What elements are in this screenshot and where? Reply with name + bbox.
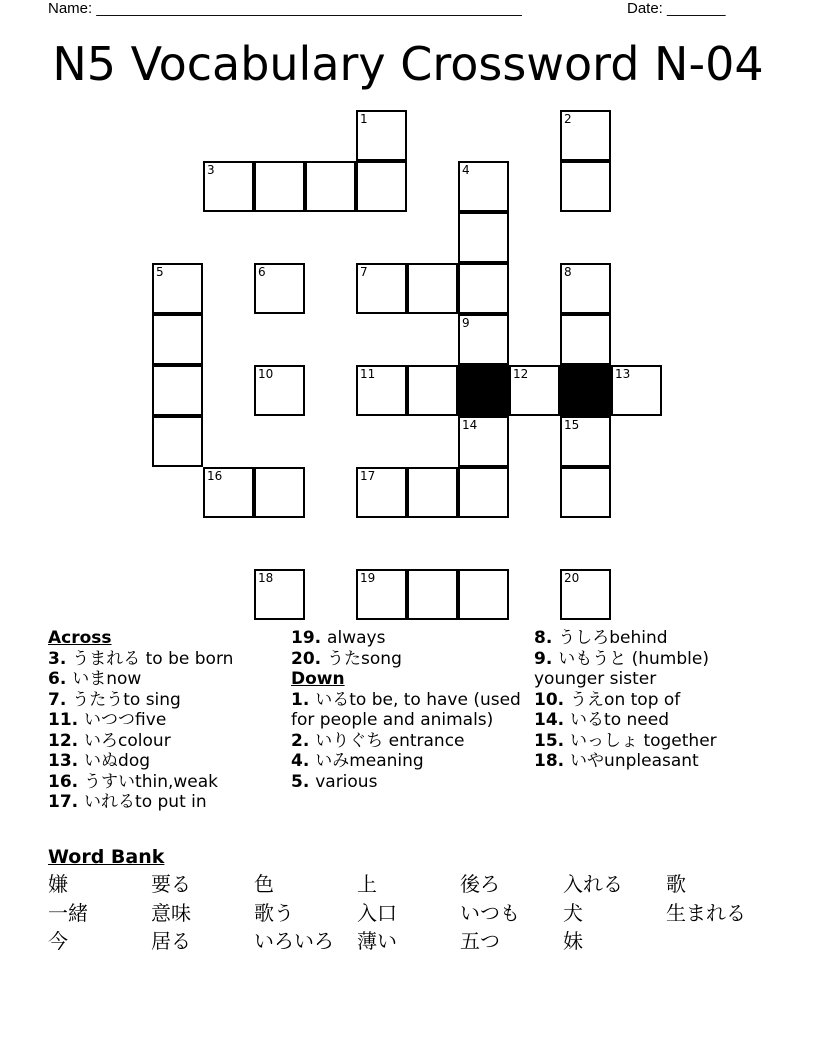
cell-number: 20 (564, 571, 580, 585)
grid-cell[interactable] (560, 569, 611, 620)
date-field-label: Date: _______ (627, 0, 726, 17)
grid-cell[interactable] (407, 467, 458, 518)
clue-text: うえon top of (570, 689, 681, 710)
grid-cell[interactable] (560, 314, 611, 365)
word-bank-item: 居る (151, 929, 191, 953)
across-heading: Across (48, 628, 112, 648)
clue-item (48, 669, 283, 690)
grid-cell[interactable] (356, 263, 407, 314)
cell-number: 9 (462, 316, 470, 330)
clue-item (291, 628, 526, 649)
clue-number: 11. (48, 710, 85, 730)
clue-number: 19. (291, 628, 328, 648)
cell-number: 8 (564, 265, 572, 279)
grid-cell[interactable] (254, 467, 305, 518)
clue-text: いれるto put in (84, 792, 207, 812)
clue-number: 12. (48, 730, 85, 751)
word-bank-item: 歌 (666, 872, 686, 896)
clue-number: 10. (534, 689, 571, 710)
grid-cell[interactable] (356, 365, 407, 416)
clue-item (291, 772, 526, 793)
grid-cell[interactable] (254, 161, 305, 212)
clue-text: various (315, 771, 378, 792)
grid-cell[interactable] (152, 263, 203, 314)
grid-cell[interactable] (611, 365, 662, 416)
clue-item (48, 731, 283, 752)
grid-cell[interactable] (458, 263, 509, 314)
clue-number: 4. (291, 751, 316, 771)
clue-item (534, 751, 774, 772)
clue-list-down-1 (291, 690, 526, 793)
word-bank-item: 色 (254, 872, 274, 896)
cell-number: 5 (156, 265, 164, 279)
clue-text: いやunpleasant (570, 751, 699, 771)
grid-cell[interactable] (356, 467, 407, 518)
grid-cell[interactable] (407, 263, 458, 314)
cell-number: 10 (258, 367, 274, 381)
word-bank-item: 今 (48, 929, 68, 953)
word-bank-item: 一緒 (48, 901, 88, 925)
cell-number: 6 (258, 265, 266, 279)
clue-list-across-1 (48, 649, 283, 813)
word-bank-item: 入口 (357, 901, 397, 925)
cell-number: 7 (360, 265, 368, 279)
cell-number: 13 (615, 367, 631, 381)
clue-item (48, 649, 283, 670)
clue-item (534, 690, 774, 711)
clue-text: うたうto sing (72, 689, 181, 710)
word-bank-item: 薄い (357, 929, 397, 953)
grid-cell[interactable] (356, 569, 407, 620)
clue-item (48, 690, 283, 711)
grid-cell[interactable] (458, 314, 509, 365)
grid-cell[interactable] (356, 110, 407, 161)
clue-number: 1. (291, 689, 316, 710)
cell-number: 3 (207, 163, 215, 177)
clue-number: 20. (291, 648, 328, 669)
cell-number: 14 (462, 418, 478, 432)
word-bank-title: Word Bank (48, 846, 165, 868)
clue-item (291, 731, 526, 752)
clue-number: 2. (291, 730, 316, 751)
clues-column-3 (534, 628, 774, 772)
down-heading: Down (291, 669, 345, 689)
grid-cell[interactable] (356, 161, 407, 212)
clue-item (534, 731, 774, 752)
clue-item (48, 792, 283, 813)
word-bank-item: 五つ (460, 929, 500, 953)
grid-cell[interactable] (560, 110, 611, 161)
grid-cell[interactable] (203, 161, 254, 212)
clue-item (291, 751, 526, 772)
cell-number: 18 (258, 571, 274, 585)
grid-cell-blocked (458, 365, 509, 416)
clue-text: always (327, 628, 386, 648)
grid-cell[interactable] (254, 263, 305, 314)
word-bank-item: 妹 (563, 929, 583, 953)
grid-cell[interactable] (407, 365, 458, 416)
cell-number: 1 (360, 112, 368, 126)
grid-cell[interactable] (254, 365, 305, 416)
word-bank-item: 犬 (563, 901, 583, 925)
clue-number: 6. (48, 669, 73, 689)
clue-text: うすいthin,weak (84, 771, 219, 792)
clue-text: いりぐち entrance (315, 730, 465, 751)
grid-cell[interactable] (560, 416, 611, 467)
cell-number: 2 (564, 112, 572, 126)
clue-number: 8. (534, 628, 559, 648)
word-bank-item: いつも (460, 901, 520, 925)
clue-number: 16. (48, 771, 85, 792)
word-bank-item: 歌う (254, 901, 294, 925)
clue-text: いっしょ together (570, 730, 717, 751)
grid-cell[interactable] (203, 467, 254, 518)
cell-number: 4 (462, 163, 470, 177)
clue-item (534, 628, 774, 649)
grid-cell[interactable] (305, 161, 356, 212)
word-bank-item: 入れる (563, 872, 623, 896)
clue-number: 9. (534, 648, 559, 669)
clue-number: 7. (48, 689, 73, 710)
clue-number: 14. (534, 710, 571, 730)
grid-cell[interactable] (152, 416, 203, 467)
grid-cell[interactable] (458, 467, 509, 518)
word-bank-item: 意味 (151, 901, 191, 925)
clue-list-across-2 (291, 628, 526, 669)
cell-number: 11 (360, 367, 376, 381)
clue-text: いまnow (72, 669, 142, 689)
clue-text: うたsong (327, 648, 402, 669)
word-bank-item: 要る (151, 872, 191, 896)
grid-cell[interactable] (509, 365, 560, 416)
page-title: N5 Vocabulary Crossword N-04 (52, 37, 764, 91)
clue-list-down-2 (534, 628, 774, 772)
grid-cell[interactable] (458, 416, 509, 467)
clue-text: いもうと (humble) younger sister (534, 648, 709, 689)
clue-number: 17. (48, 792, 85, 812)
clue-item (48, 710, 283, 731)
cell-number: 16 (207, 469, 223, 483)
cell-number: 15 (564, 418, 580, 432)
grid-cell[interactable] (152, 365, 203, 416)
clue-text: いぬdog (84, 751, 151, 771)
clue-item (534, 710, 774, 731)
grid-cell[interactable] (152, 314, 203, 365)
clue-text: うまれる to be born (72, 648, 234, 669)
word-bank-item: 生まれる (666, 901, 746, 925)
grid-cell[interactable] (407, 569, 458, 620)
clue-number: 15. (534, 730, 571, 751)
clue-text: いろcolour (84, 730, 171, 751)
grid-cell[interactable] (560, 263, 611, 314)
clue-item (48, 772, 283, 793)
word-bank-item: 上 (357, 872, 377, 896)
clue-text: うしろbehind (558, 628, 668, 648)
clue-number: 13. (48, 751, 85, 771)
clue-item (291, 690, 526, 731)
clue-text: いるto need (570, 710, 670, 730)
cell-number: 12 (513, 367, 529, 381)
grid-cell[interactable] (458, 212, 509, 263)
grid-cell[interactable] (560, 467, 611, 518)
clue-number: 5. (291, 771, 316, 792)
grid-cell[interactable] (458, 569, 509, 620)
name-field-label: Name: ___________________________________________________ (48, 0, 522, 17)
grid-cell-blocked (560, 365, 611, 416)
cell-number: 17 (360, 469, 376, 483)
clue-item (291, 649, 526, 670)
word-bank-item: 後ろ (460, 872, 500, 896)
grid-cell[interactable] (458, 161, 509, 212)
word-bank-item: 嫌 (48, 872, 68, 896)
clue-text: いるto be, to have (used for people and animals) (291, 689, 521, 730)
clues-column-1 (48, 628, 283, 813)
clue-text: いつつfive (84, 710, 167, 730)
clue-item (48, 751, 283, 772)
clue-number: 3. (48, 648, 73, 669)
grid-cell[interactable] (254, 569, 305, 620)
cell-number: 19 (360, 571, 376, 585)
clue-number: 18. (534, 751, 571, 771)
grid-cell[interactable] (560, 161, 611, 212)
word-bank-item: いろいろ (254, 929, 334, 953)
clues-column-2 (291, 628, 526, 792)
clue-item (534, 649, 774, 690)
clue-text: いみmeaning (315, 751, 424, 771)
